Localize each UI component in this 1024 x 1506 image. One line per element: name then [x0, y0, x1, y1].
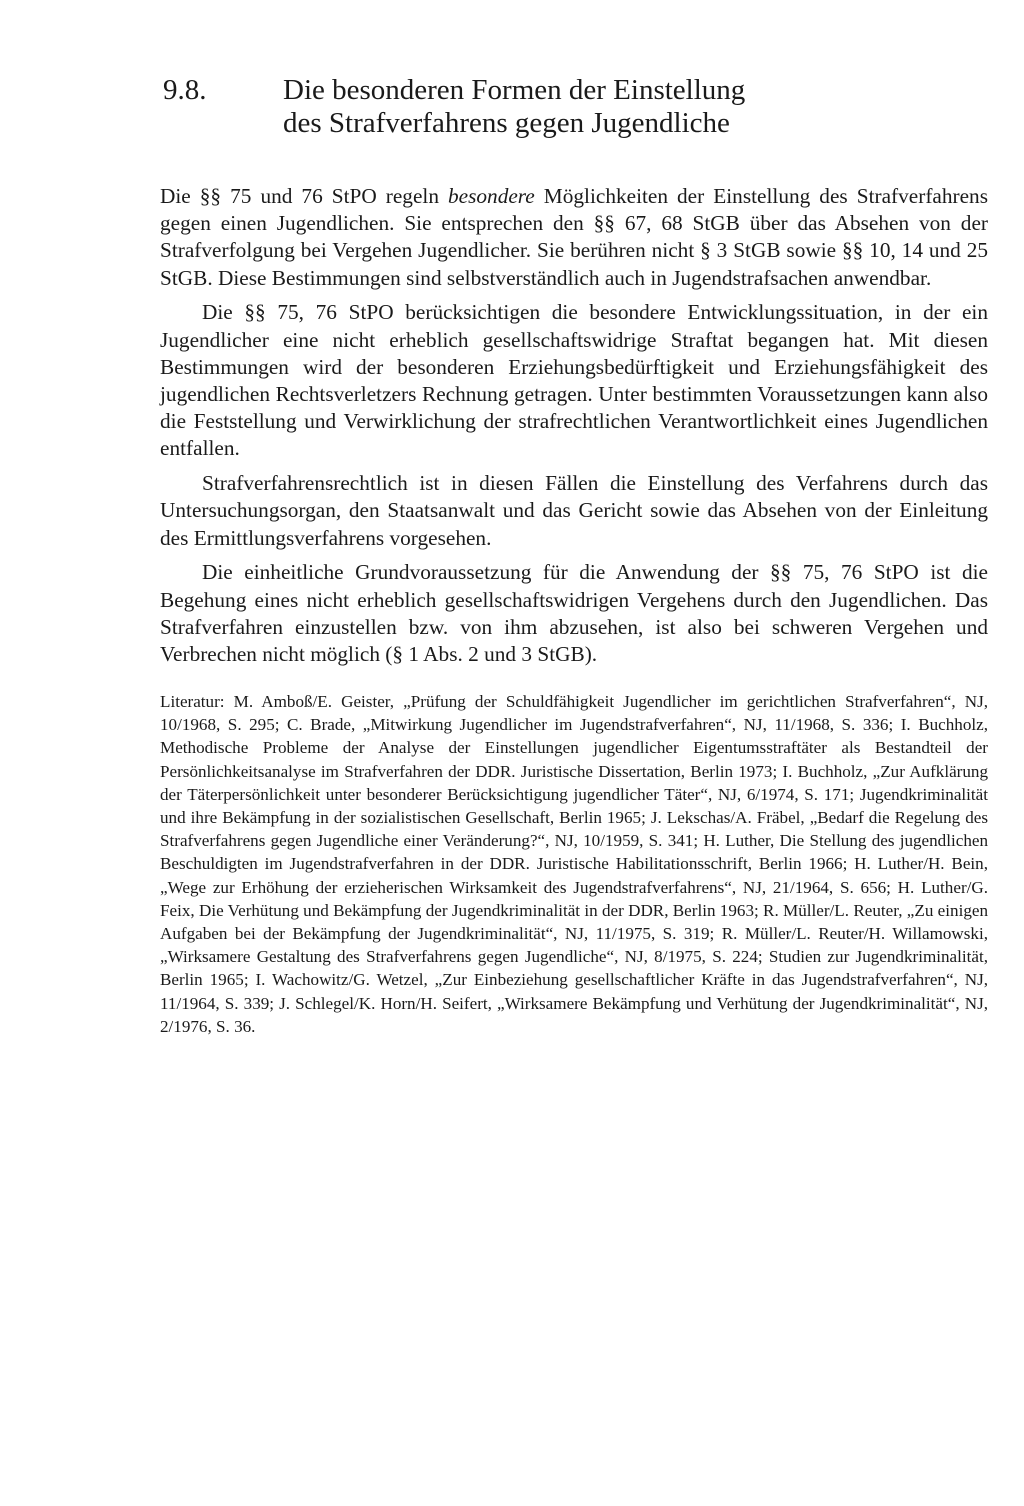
paragraph-4: Die einheitliche Grundvoraussetzung für die Anwendung der §§ 75, 76 StPO ist die Begehung eines nicht erheblich gesellschaftswidrigen Vergehens durch den Jugendlichen. Das Strafverfahren einzustellen bzw. von ihm abzusehen, ist also bei schweren Vergehen und Verbrechen nicht möglich (§ 1 Abs. 2 und 3 StGB). [160, 560, 988, 667]
paragraph-1 [160, 183, 988, 292]
section-title [283, 74, 843, 140]
paragraph-2: Die §§ 75, 76 StPO berücksichtigen die besondere Entwicklungssituation, in der ein Jugendlicher eine nicht erheblich gesellschaftswidrige Straftat begangen hat. Mit diesen Bestimmungen wird der besonderen Erziehungsbedürftigkeit und Erziehungsfähigkeit des jugendlichen Rechtsverletzers Rechnung getragen. Unter bestimmten Voraussetzungen kann also die Feststellung und Verwirklichung der strafrechtlichen Verantwortlichkeit eines Jugendlichen entfallen. [160, 300, 988, 461]
section-title-line-2: des Strafverfahrens gegen Jugendliche [283, 107, 730, 139]
paragraph-1-start: Die §§ 75 und 76 StPO regeln [160, 184, 449, 208]
section-number: 9.8. [163, 74, 207, 106]
paragraph-1-rest: Möglichkeiten der Einstellung des Strafverfahrens gegen einen Jugendlichen. Sie entsprechen den §§ 67, 68 StGB über das Absehen von der Strafverfolgung bei Vergehen Jugendlicher. Sie berühren nicht § 3 StGB sowie §§ 10, 14 und 25 StGB. Diese Bestimmungen sind selbstverständlich auch in Jugendstrafsachen anwendbar. [160, 184, 988, 290]
body-text [160, 183, 988, 676]
paragraph-3: Strafverfahrensrechtlich ist in diesen Fällen die Einstellung des Verfahrens durch das Untersuchungsorgan, den Staatsanwalt und das Gericht sowie das Absehen von der Einleitung des Ermittlungsverfahrens vorgesehen. [160, 471, 988, 550]
section-title-line-1: Die besonderen Formen der Einstellung [283, 74, 746, 106]
literature-references: Literatur: M. Amboß/E. Geister, „Prüfung der Schuldfähigkeit Jugendlicher im gerichtlichen Strafverfahren“, NJ, 10/1968, S. 295; C. Brade, „Mitwirkung Jugendlicher im Jugendstrafverfahren“, NJ, 11/1968, S. 336; I. Buchholz, Methodische Probleme der Analyse der Einstellungen jugendlicher Eigentumsstraftäter als Bestandteil der Persönlichkeitsanalyse im Strafverfahren der DDR. Juristische Dissertation, Berlin 1973; I. Buchholz, „Zur Aufklärung der Täterpersönlichkeit unter besonderer Berücksichtigung jugendlicher Täter“, NJ, 6/1974, S. 171; Jugendkriminalität und ihre Bekämpfung in der sozialistischen Gesellschaft, Berlin 1965; J. Lekschas/A. Fräbel, „Bedarf die Regelung des Strafverfahrens gegen Jugendliche einer Veränderung?“, NJ, 10/1959, S. 341; H. Luther, Die Stellung des jugendlichen Beschuldigten im Jugendstrafverfahren in der DDR. Juristische Habilitationsschrift, Berlin 1966; H. Luther/H. Bein, „Wege zur Erhöhung der erzieherischen Wirksamkeit des Jugendstrafverfahrens“, NJ, 21/1964, S. 656; H. Luther/G. Feix, Die Verhütung und Bekämpfung der Jugendkriminalität in der DDR, Berlin 1963; R. Müller/L. Reuter, „Zu einigen Aufgaben bei der Bekämpfung der Jugendkriminalität“, NJ, 11/1975, S. 319; R. Müller/L. Reuter/H. Willamowski, „Wirksamere Gestaltung des Strafverfahrens gegen Jugendliche“, NJ, 8/1975, S. 224; Studien zur Jugendkriminalität, Berlin 1965; I. Wachowitz/G. Wetzel, „Zur Einbeziehung gesellschaftlicher Kräfte in das Jugendstrafverfahren“, NJ, 11/1964, S. 339; J. Schlegel/K. Horn/H. Seifert, „Wirksamere Bekämpfung und Verhütung der Jugendkriminalität“, NJ, 2/1976, S. 36. [160, 692, 988, 1036]
paragraph-1-emphasis: besondere [448, 184, 535, 208]
